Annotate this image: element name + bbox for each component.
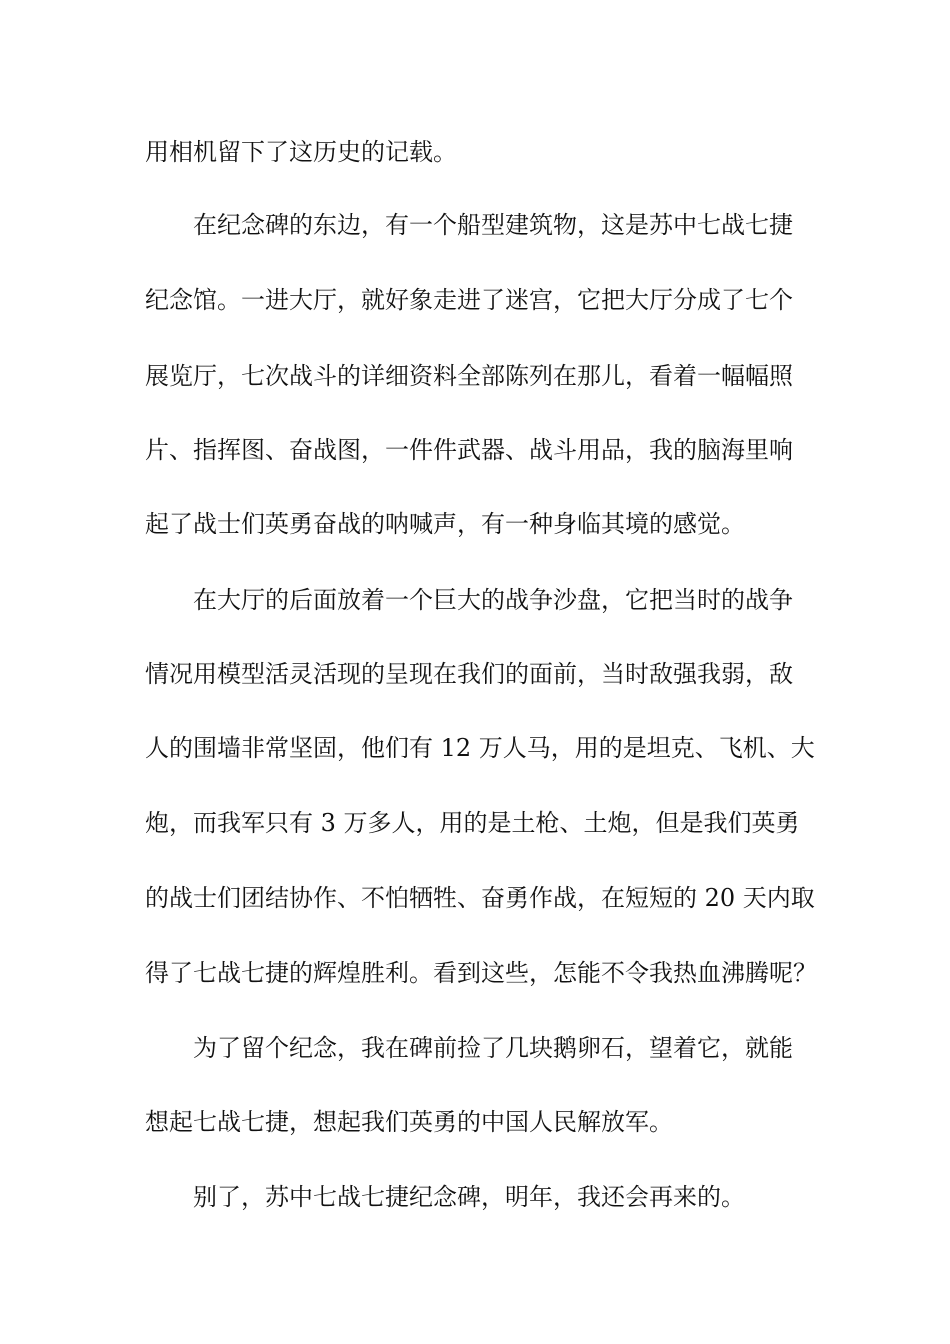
text-line: 用相机留下了这历史的记载。	[145, 138, 457, 166]
text-line: 展览厅，七次战斗的详细资料全部陈列在那儿，看着一幅幅照	[145, 362, 793, 390]
text-line: 想起七战七捷，想起我们英勇的中国人民解放军。	[145, 1108, 673, 1136]
paragraph-first-line: 在大厅的后面放着一个巨大的战争沙盘，它把当时的战争	[193, 586, 793, 614]
paragraph-first-line: 别了，苏中七战七捷纪念碑，明年，我还会再来的。	[193, 1183, 745, 1211]
text-line: 纪念馆。一进大厅，就好象走进了迷宫，它把大厅分成了七个	[145, 286, 793, 314]
text-line: 片、指挥图、奋战图，一件件武器、战斗用品，我的脑海里响	[145, 436, 793, 464]
text-line: 情况用模型活灵活现的呈现在我们的面前，当时敌强我弱，敌	[145, 660, 793, 688]
text-line: 得了七战七捷的辉煌胜利。看到这些，怎能不令我热血沸腾呢？	[145, 959, 817, 987]
paragraph-first-line: 在纪念碑的东边，有一个船型建筑物，这是苏中七战七捷	[193, 211, 793, 239]
paragraph-first-line: 为了留个纪念，我在碑前捡了几块鹅卵石，望着它，就能	[193, 1034, 793, 1062]
text-line: 炮，而我军只有 3 万多人，用的是土枪、土炮，但是我们英勇	[145, 809, 800, 837]
text-line: 起了战士们英勇奋战的呐喊声，有一种身临其境的感觉。	[145, 510, 745, 538]
text-line: 人的围墙非常坚固，他们有 12 万人马，用的是坦克、飞机、大	[145, 734, 815, 762]
text-line: 的战士们团结协作、不怕牺牲、奋勇作战，在短短的 20 天内取	[145, 884, 815, 912]
